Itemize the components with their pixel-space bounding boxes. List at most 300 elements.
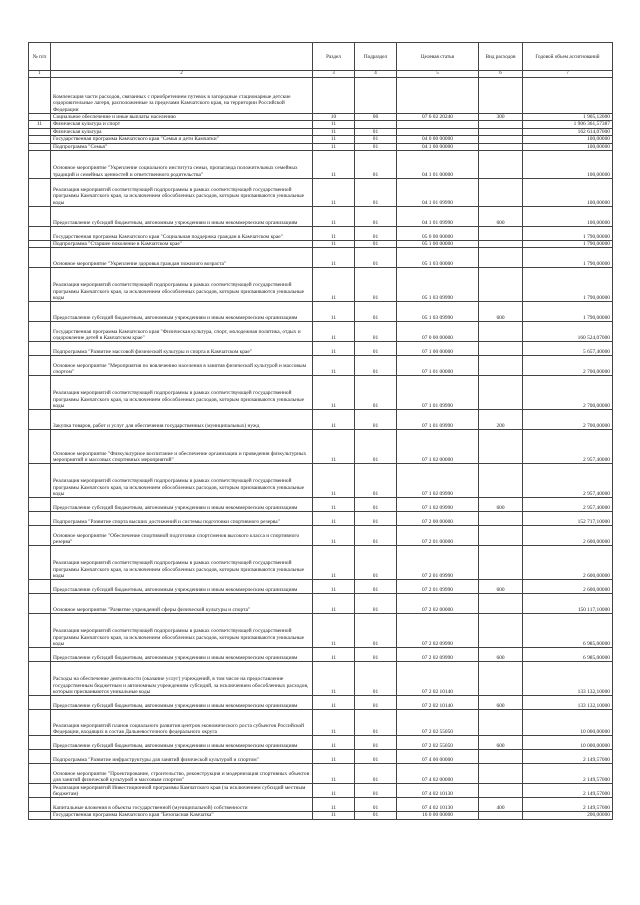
- row-name: Государственная программа Камчатского края "Семья и дети Камчатки": [51, 136, 313, 143]
- table-row: [29, 128, 613, 135]
- row-name: Подпрограмма "Старшее поколение в Камчатском крае": [51, 241, 313, 248]
- row-expense-type: [479, 136, 523, 143]
- row-razdel: 11: [313, 322, 355, 342]
- row-podrazdel: 01: [355, 430, 397, 464]
- row-number: [29, 151, 51, 179]
- table-body: [29, 78, 613, 820]
- row-target-article: 05 1 00 00000: [397, 241, 479, 248]
- row-amount: [523, 78, 613, 114]
- table-row: [29, 526, 613, 546]
- row-target-article: 07 4 02 10130: [397, 784, 479, 798]
- row-podrazdel: 01: [355, 526, 397, 546]
- row-expense-type: [479, 546, 523, 580]
- row-podrazdel: 01: [355, 546, 397, 580]
- row-podrazdel: 01: [355, 268, 397, 302]
- row-expense-type: [479, 179, 523, 207]
- table-row: [29, 430, 613, 464]
- row-target-article: 07 1 01 09990: [397, 410, 479, 430]
- row-expense-type: [479, 784, 523, 798]
- row-name: Подпрограмма "Развитие массовой физической культуры и спорта в Камчатском крае": [51, 342, 313, 356]
- row-expense-type: [479, 151, 523, 179]
- row-expense-type: 600: [479, 648, 523, 662]
- row-target-article: 07 2 02 00000: [397, 594, 479, 614]
- row-number: [29, 764, 51, 784]
- row-expense-type: 200: [479, 410, 523, 430]
- header-annual-amount: Годовой объем ассигнований: [523, 43, 613, 71]
- table-row: [29, 268, 613, 302]
- row-podrazdel: 01: [355, 498, 397, 512]
- row-name: Реализация мероприятий соответствующей подпрограммы в рамках соответствующей государственной программы Камчатского края, за исключением обособленных расходов, которым присваиваются уникальные коды: [51, 179, 313, 207]
- row-expense-type: [479, 662, 523, 696]
- row-amount: 2 149,57000: [523, 750, 613, 764]
- row-name: Предоставление субсидий бюджетным, автономным учреждениям и иным некоммерческим организациям: [51, 736, 313, 750]
- row-razdel: 11: [313, 736, 355, 750]
- row-number: [29, 546, 51, 580]
- row-number: [29, 143, 51, 150]
- row-target-article: 07 2 02 09990: [397, 648, 479, 662]
- row-amount: 200,00000: [523, 812, 613, 819]
- table-row: [29, 376, 613, 410]
- table-row: [29, 121, 613, 128]
- row-razdel: 10: [313, 114, 355, 121]
- row-number: [29, 376, 51, 410]
- row-expense-type: 600: [479, 736, 523, 750]
- table-row: [29, 580, 613, 594]
- row-amount: 100,00000: [523, 151, 613, 179]
- row-number: [29, 784, 51, 798]
- row-expense-type: [479, 812, 523, 819]
- row-number: [29, 696, 51, 710]
- row-expense-type: [479, 526, 523, 546]
- row-expense-type: 600: [479, 696, 523, 710]
- table-row: [29, 78, 613, 114]
- row-expense-type: [479, 78, 523, 114]
- row-expense-type: [479, 512, 523, 526]
- row-razdel: 11: [313, 136, 355, 143]
- row-name: Предоставление субсидий бюджетным, автономным учреждениям и иным некоммерческим организациям: [51, 207, 313, 227]
- row-expense-type: [479, 614, 523, 648]
- row-name: Реализация мероприятий соответствующей подпрограммы в рамках соответствующей государственной программы Камчатского края, за исключением обособленных расходов, которым присваиваются уникальные коды: [51, 376, 313, 410]
- row-number: [29, 356, 51, 376]
- row-expense-type: 600: [479, 580, 523, 594]
- row-razdel: [313, 78, 355, 114]
- table-row: [29, 812, 613, 819]
- table-row: [29, 241, 613, 248]
- row-number: [29, 302, 51, 322]
- budget-table: [28, 42, 613, 820]
- row-number: [29, 207, 51, 227]
- row-amount: 10 000,00000: [523, 736, 613, 750]
- row-name: Реализация мероприятий соответствующей подпрограммы в рамках соответствующей государственной программы Камчатского края, за исключением обособленных расходов, которым присваиваются уникальные коды: [51, 464, 313, 498]
- table-row: [29, 143, 613, 150]
- row-target-article: 07 2 01 09990: [397, 546, 479, 580]
- row-razdel: 11: [313, 512, 355, 526]
- column-number: 3: [313, 71, 355, 78]
- row-target-article: 04 1 01 09990: [397, 179, 479, 207]
- row-number: [29, 410, 51, 430]
- row-name: Подпрограмма "Семья": [51, 143, 313, 150]
- row-number: [29, 648, 51, 662]
- row-target-article: 16 0 00 00000: [397, 812, 479, 819]
- row-number: [29, 498, 51, 512]
- row-amount: 2 957,40000: [523, 498, 613, 512]
- row-razdel: 11: [313, 798, 355, 812]
- row-number: [29, 580, 51, 594]
- row-podrazdel: 01: [355, 764, 397, 784]
- row-target-article: 05 0 00 00000: [397, 227, 479, 241]
- row-expense-type: [479, 356, 523, 376]
- row-amount: 2 600,00000: [523, 546, 613, 580]
- row-name: Государственная программа Камчатского края "Физическая культура, спорт, молодежная политика, отдых и оздоровление детей в Камчатском крае": [51, 322, 313, 342]
- row-podrazdel: 01: [355, 464, 397, 498]
- row-expense-type: 600: [479, 207, 523, 227]
- row-razdel: 11: [313, 710, 355, 736]
- row-name: Предоставление субсидий бюджетным, автономным учреждениям и иным некоммерческим организациям: [51, 580, 313, 594]
- row-name: Основное мероприятие "Физкультурное воспитание и обеспечение организации и проведения физкультурных мероприятий и массовых спортивных мероприятий": [51, 430, 313, 464]
- row-amount: 133 132,10000: [523, 662, 613, 696]
- row-razdel: 11: [313, 812, 355, 819]
- row-target-article: 07 2 02 09990: [397, 614, 479, 648]
- row-name: Предоставление субсидий бюджетным, автономным учреждениям и иным некоммерческим организациям: [51, 498, 313, 512]
- row-podrazdel: 01: [355, 151, 397, 179]
- row-expense-type: [479, 241, 523, 248]
- table-row: [29, 464, 613, 498]
- row-amount: 2 700,00000: [523, 356, 613, 376]
- row-name: Государственная программа Камчатского края "Социальная поддержка граждан в Камчатском крае": [51, 227, 313, 241]
- row-number: [29, 78, 51, 114]
- row-amount: 6 985,00000: [523, 614, 613, 648]
- row-podrazdel: [355, 121, 397, 128]
- row-podrazdel: 01: [355, 136, 397, 143]
- row-name: Реализация мероприятий соответствующей подпрограммы в рамках соответствующей государственной программы Камчатского края, за исключением обособленных расходов, которым присваиваются уникальные коды: [51, 614, 313, 648]
- row-podrazdel: 01: [355, 248, 397, 268]
- row-podrazdel: 01: [355, 207, 397, 227]
- row-name: Предоставление субсидий бюджетным, автономным учреждениям и иным некоммерческим организациям: [51, 648, 313, 662]
- row-target-article: 04 1 01 09990: [397, 207, 479, 227]
- row-expense-type: [479, 430, 523, 464]
- column-number: 6: [479, 71, 523, 78]
- row-amount: 133 132,10000: [523, 696, 613, 710]
- row-razdel: 11: [313, 594, 355, 614]
- table-row: [29, 151, 613, 179]
- row-expense-type: [479, 322, 523, 342]
- row-razdel: 11: [313, 750, 355, 764]
- row-razdel: 11: [313, 648, 355, 662]
- row-podrazdel: 06: [355, 114, 397, 121]
- row-amount: 100,00000: [523, 179, 613, 207]
- row-target-article: 07 1 02 00000: [397, 430, 479, 464]
- row-name: Реализация мероприятий соответствующей подпрограммы в рамках соответствующей государственной программы Камчатского края, за исключением обособленных расходов, которым присваиваются уникальные коды: [51, 268, 313, 302]
- row-name: Расходы на обеспечение деятельности (оказание услуг) учреждений, в том числе на предоставление государственным бюджетным и автономным учреждениям субсидий, за исключением обособленных расходов, которым присваиваются уникальные коды: [51, 662, 313, 696]
- row-target-article: 04 1 00 00000: [397, 143, 479, 150]
- row-target-article: [397, 128, 479, 135]
- table-row: [29, 136, 613, 143]
- column-number: 1: [29, 71, 51, 78]
- row-podrazdel: 01: [355, 143, 397, 150]
- row-razdel: 11: [313, 241, 355, 248]
- row-podrazdel: 01: [355, 410, 397, 430]
- row-name: Реализация мероприятий соответствующей подпрограммы в рамках соответствующей государственной программы Камчатского края, за исключением обособленных расходов, которым присваиваются уникальные коды: [51, 546, 313, 580]
- row-number: [29, 241, 51, 248]
- row-number: [29, 512, 51, 526]
- row-number: [29, 227, 51, 241]
- row-number: [29, 614, 51, 648]
- row-razdel: 11: [313, 302, 355, 322]
- table-row: [29, 648, 613, 662]
- row-number: [29, 430, 51, 464]
- table-row: [29, 342, 613, 356]
- table-row: [29, 322, 613, 342]
- row-razdel: 11: [313, 151, 355, 179]
- row-expense-type: [479, 464, 523, 498]
- table-row: [29, 750, 613, 764]
- row-number: [29, 710, 51, 736]
- table-row: [29, 546, 613, 580]
- row-podrazdel: 01: [355, 710, 397, 736]
- table-row: [29, 784, 613, 798]
- row-target-article: 04 0 00 00000: [397, 136, 479, 143]
- row-amount: 10 000,00000: [523, 710, 613, 736]
- row-razdel: 11: [313, 614, 355, 648]
- row-podrazdel: 01: [355, 302, 397, 322]
- row-target-article: 07 1 01 09990: [397, 376, 479, 410]
- row-amount: 2 600,00000: [523, 580, 613, 594]
- row-amount: 1 905,12000: [523, 114, 613, 121]
- row-expense-type: [479, 248, 523, 268]
- row-expense-type: [479, 710, 523, 736]
- row-razdel: 11: [313, 248, 355, 268]
- row-target-article: 07 2 02 10140: [397, 696, 479, 710]
- row-amount: 2 149,57000: [523, 784, 613, 798]
- row-number: [29, 464, 51, 498]
- row-expense-type: 600: [479, 498, 523, 512]
- table-row: [29, 662, 613, 696]
- row-number: [29, 526, 51, 546]
- row-expense-type: [479, 750, 523, 764]
- row-razdel: 11: [313, 430, 355, 464]
- row-expense-type: [479, 268, 523, 302]
- row-target-article: 07 4 02 00000: [397, 764, 479, 784]
- row-razdel: 11: [313, 464, 355, 498]
- table-row: [29, 512, 613, 526]
- row-number: [29, 268, 51, 302]
- row-amount: 2 957,40000: [523, 430, 613, 464]
- row-podrazdel: 01: [355, 750, 397, 764]
- row-number: [29, 812, 51, 819]
- row-podrazdel: 01: [355, 798, 397, 812]
- row-number: [29, 798, 51, 812]
- row-razdel: 11: [313, 227, 355, 241]
- row-podrazdel: 01: [355, 356, 397, 376]
- row-number: [29, 114, 51, 121]
- row-target-article: 07 1 02 09990: [397, 464, 479, 498]
- row-target-article: 05 1 03 09990: [397, 268, 479, 302]
- row-razdel: 11: [313, 143, 355, 150]
- row-target-article: 07 4 02 10130: [397, 798, 479, 812]
- table-row: [29, 710, 613, 736]
- row-razdel: 11: [313, 526, 355, 546]
- row-expense-type: [479, 594, 523, 614]
- row-target-article: 07 2 01 09990: [397, 580, 479, 594]
- row-name: Компенсация части расходов, связанных с приобретением путевок в загородные стационарные детские оздоровительные лагеря, расположенные за пределами Камчатского края, на территории Российской Федерации: [51, 78, 313, 114]
- row-name: Основное мероприятие "Проектирование, строительство, реконструкция и модернизация спортивных объектов для занятий физической культурой и массовым спортом": [51, 764, 313, 784]
- table-row: [29, 614, 613, 648]
- table-row: [29, 764, 613, 784]
- row-razdel: 11: [313, 764, 355, 784]
- row-name: Физическая культура и спорт: [51, 121, 313, 128]
- row-podrazdel: 01: [355, 614, 397, 648]
- row-amount: 2 600,00000: [523, 526, 613, 546]
- row-amount: 1 790,00000: [523, 268, 613, 302]
- table-row: [29, 594, 613, 614]
- row-razdel: 11: [313, 784, 355, 798]
- column-number: 4: [355, 71, 397, 78]
- row-podrazdel: 01: [355, 322, 397, 342]
- row-name: Основное мероприятие "Укрепление здоровья граждан пожилого возраста": [51, 248, 313, 268]
- row-podrazdel: 01: [355, 594, 397, 614]
- header-target-article: Целевая статья: [397, 43, 479, 71]
- row-target-article: 07 6 02 20240: [397, 114, 479, 121]
- row-razdel: 11: [313, 662, 355, 696]
- table-row: [29, 356, 613, 376]
- row-razdel: 11: [313, 498, 355, 512]
- row-razdel: 11: [313, 696, 355, 710]
- header-podrazdel: Подраздел: [355, 43, 397, 71]
- row-name: Предоставление субсидий бюджетным, автономным учреждениям и иным некоммерческим организациям: [51, 696, 313, 710]
- row-podrazdel: 01: [355, 812, 397, 819]
- row-target-article: 05 1 03 00000: [397, 248, 479, 268]
- row-amount: 162 614,07000: [523, 128, 613, 135]
- table-row: [29, 114, 613, 121]
- row-amount: 1 790,00000: [523, 302, 613, 322]
- row-target-article: 07 0 00 00000: [397, 322, 479, 342]
- row-number: [29, 322, 51, 342]
- row-number: [29, 662, 51, 696]
- row-target-article: 07 2 02 55050: [397, 710, 479, 736]
- row-amount: 5 657,40000: [523, 342, 613, 356]
- row-expense-type: [479, 227, 523, 241]
- row-podrazdel: 01: [355, 512, 397, 526]
- column-number: 5: [397, 71, 479, 78]
- row-amount: 2 700,00000: [523, 376, 613, 410]
- row-name: Основное мероприятие "Укрепление социального института семьи, пропаганда положительных семейных традиций и семейных ценностей и ответственного родительства": [51, 151, 313, 179]
- row-target-article: 04 1 01 00000: [397, 151, 479, 179]
- table-row: [29, 248, 613, 268]
- row-amount: 100,00000: [523, 207, 613, 227]
- row-amount: 1 790,00000: [523, 227, 613, 241]
- row-podrazdel: 01: [355, 128, 397, 135]
- table-row: [29, 410, 613, 430]
- row-target-article: 07 4 00 00000: [397, 750, 479, 764]
- row-expense-type: [479, 128, 523, 135]
- row-number: [29, 342, 51, 356]
- row-razdel: 11: [313, 128, 355, 135]
- row-name: Закупка товаров, работ и услуг для обеспечения государственных (муниципальных) нужд: [51, 410, 313, 430]
- row-target-article: 07 1 00 00000: [397, 342, 479, 356]
- row-expense-type: [479, 376, 523, 410]
- row-target-article: 07 2 02 10140: [397, 662, 479, 696]
- row-amount: 150 117,10000: [523, 594, 613, 614]
- row-razdel: 11: [313, 356, 355, 376]
- row-podrazdel: 01: [355, 227, 397, 241]
- row-razdel: 11: [313, 580, 355, 594]
- row-name: Подпрограмма "Развитие спорта высших достижений и системы подготовки спортивного резерва": [51, 512, 313, 526]
- row-razdel: 11: [313, 121, 355, 128]
- row-razdel: 11: [313, 179, 355, 207]
- row-target-article: 05 1 03 09990: [397, 302, 479, 322]
- row-expense-type: [479, 143, 523, 150]
- table-row: [29, 207, 613, 227]
- row-podrazdel: 01: [355, 736, 397, 750]
- row-podrazdel: 01: [355, 648, 397, 662]
- row-podrazdel: 01: [355, 179, 397, 207]
- row-expense-type: 400: [479, 798, 523, 812]
- row-number: [29, 750, 51, 764]
- row-podrazdel: 01: [355, 580, 397, 594]
- row-number: [29, 594, 51, 614]
- row-target-article: [397, 121, 479, 128]
- row-podrazdel: 01: [355, 376, 397, 410]
- row-expense-type: 300: [479, 114, 523, 121]
- row-amount: 100,00000: [523, 143, 613, 150]
- row-number: [29, 179, 51, 207]
- row-name: Капитальные вложения в объекты государственной (муниципальной) собственности: [51, 798, 313, 812]
- row-number: 11: [29, 121, 51, 128]
- row-amount: 2 700,00000: [523, 410, 613, 430]
- table-row: [29, 227, 613, 241]
- row-target-article: [397, 78, 479, 114]
- row-podrazdel: 01: [355, 784, 397, 798]
- row-razdel: 11: [313, 342, 355, 356]
- row-razdel: 11: [313, 207, 355, 227]
- row-expense-type: [479, 121, 523, 128]
- table-row: [29, 498, 613, 512]
- row-name: Основное мероприятие "Обеспечение спортивной подготовки спортсменов высокого класса и спортивного резерва": [51, 526, 313, 546]
- row-razdel: 11: [313, 268, 355, 302]
- table-row: [29, 179, 613, 207]
- row-amount: 6 985,00000: [523, 648, 613, 662]
- table-row: [29, 696, 613, 710]
- row-amount: 2 957,40000: [523, 464, 613, 498]
- row-podrazdel: 01: [355, 342, 397, 356]
- row-amount: 2 149,57000: [523, 764, 613, 784]
- header-expense-type: Вид расходов: [479, 43, 523, 71]
- row-name: Основное мероприятие "Развитие учреждений сферы физической культуры и спорта": [51, 594, 313, 614]
- row-name: Реализация мероприятий планов социального развития центров экономического роста субъектов Российской Федерации, входящих в состав Дальневосточного федерального округа: [51, 710, 313, 736]
- column-number: 7: [523, 71, 613, 78]
- row-number: [29, 128, 51, 135]
- table-row: [29, 798, 613, 812]
- row-name: Основное мероприятие "Мероприятия по вовлечению населения в занятия физической культурой и массовым спортом": [51, 356, 313, 376]
- row-name: Государственная программа Камчатского края "Безопасная Камчатка": [51, 812, 313, 819]
- header-num: № п/п: [29, 43, 51, 71]
- row-amount: 1 790,00000: [523, 248, 613, 268]
- table-row: [29, 302, 613, 322]
- row-number: [29, 736, 51, 750]
- row-amount: 152 717,10000: [523, 512, 613, 526]
- row-razdel: 11: [313, 410, 355, 430]
- budget-table-page: [28, 42, 612, 820]
- header-razdel: Раздел: [313, 43, 355, 71]
- row-number: [29, 248, 51, 268]
- row-name: Реализация мероприятий Инвестиционной программы Камчатского края (за исключением субсидий местным бюджетам): [51, 784, 313, 798]
- row-target-article: 07 2 02 55050: [397, 736, 479, 750]
- row-razdel: 11: [313, 376, 355, 410]
- row-name: Социальное обеспечение и иные выплаты населению: [51, 114, 313, 121]
- table-row: [29, 736, 613, 750]
- row-podrazdel: [355, 78, 397, 114]
- row-target-article: 07 2 00 00000: [397, 512, 479, 526]
